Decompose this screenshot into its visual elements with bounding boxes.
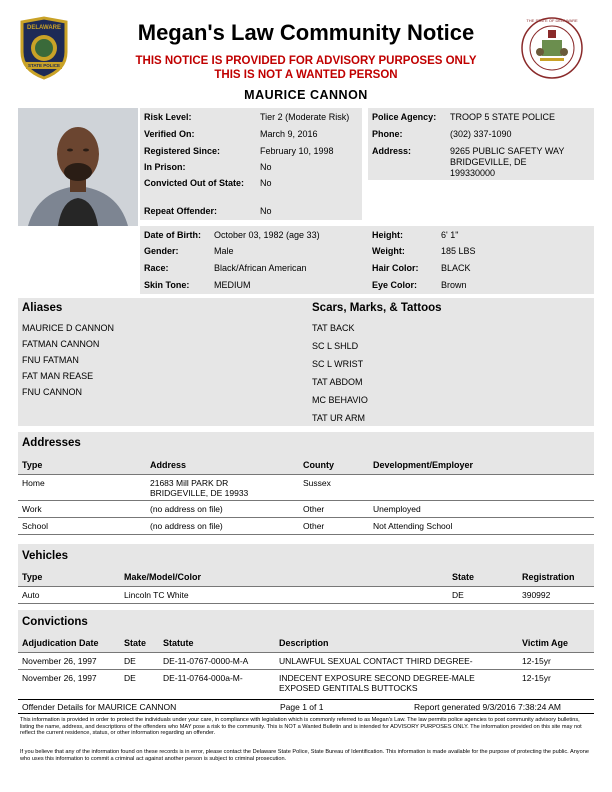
- convictions-col-statute: Statute: [163, 638, 194, 648]
- addresses-col-county: County: [303, 460, 334, 470]
- physical-value: MEDIUM: [214, 280, 251, 290]
- vehicle-model: Lincoln TC White: [124, 590, 189, 600]
- row-divider: [18, 517, 594, 518]
- address-line1: (no address on file): [150, 521, 223, 531]
- vehicle-state: DE: [452, 590, 464, 600]
- row-divider: [18, 534, 594, 535]
- footer-page-number: Page 1 of 1: [280, 702, 324, 712]
- scar-item: TAT ABDOM: [312, 377, 363, 387]
- scar-item: MC BEHAVIO: [312, 395, 368, 405]
- vehicles-col-model: Make/Model/Color: [124, 572, 202, 582]
- physical-value: 185 LBS: [441, 246, 476, 256]
- conviction-statute: DE-11-0764-000a-M-: [163, 673, 243, 683]
- convictions-col-state: State: [124, 638, 147, 648]
- agency-address-line1: 9265 PUBLIC SAFETY WAY: [450, 146, 565, 156]
- seal-text: THE STATE OF DELAWARE: [526, 18, 578, 23]
- phone-value: (302) 337-1090: [450, 129, 512, 139]
- physical-label: Eye Color:: [372, 280, 418, 290]
- scar-item: TAT BACK: [312, 323, 355, 333]
- conviction-date: November 26, 1997: [22, 673, 97, 683]
- profile-label: Verified On:: [144, 129, 195, 139]
- footer-disclaimer-2: If you believe that any of the information found on these records is in error, please contact the Delaware State Police, State Bureau of Identification. This information is made available for the purpose of protecting the public. Anyone who uses this information to commit a criminal act against another person is subject to criminal prosecution.: [20, 749, 589, 762]
- profile-label: Registered Since:: [144, 146, 221, 156]
- vehicle-type: Auto: [22, 590, 40, 600]
- conviction-description: INDECENT EXPOSURE SECOND DEGREE-MALE: [279, 673, 475, 683]
- alias-item: FATMAN CANNON: [22, 339, 100, 349]
- divider: [18, 474, 594, 475]
- physical-label: Date of Birth:: [144, 230, 201, 240]
- vehicle-registration: 390992: [522, 590, 551, 600]
- addresses-col-address: Address: [150, 460, 187, 470]
- profile-label: In Prison:: [144, 162, 186, 172]
- physical-value: Black/African American: [214, 263, 307, 273]
- conviction-statute: DE-11-0767-0000-M-A: [163, 656, 249, 666]
- advisory-warning: THIS NOTICE IS PROVIDED FOR ADVISORY PURPOSES ONLY: [135, 55, 477, 67]
- agency-address-label: Address:: [372, 146, 412, 156]
- address-county: Other: [303, 504, 325, 514]
- alias-item: FNU FATMAN: [22, 355, 79, 365]
- vehicles-col-state: State: [452, 572, 475, 582]
- conviction-description: UNLAWFUL SEXUAL CONTACT THIRD DEGREE-: [279, 656, 473, 666]
- scar-item: SC L WRIST: [312, 359, 364, 369]
- not-wanted-warning: THIS IS NOT A WANTED PERSON: [214, 69, 398, 81]
- agency-label: Police Agency:: [372, 112, 437, 122]
- footer-divider: [18, 713, 594, 714]
- offender-photo: [18, 108, 138, 226]
- alias-item: MAURICE D CANNON: [22, 323, 115, 333]
- row-divider: [18, 603, 594, 604]
- address-type: Work: [22, 504, 42, 514]
- badge-sub: STATE POLICE: [27, 63, 61, 68]
- profile-label: Convicted Out of State:: [144, 178, 245, 188]
- physical-label: Skin Tone:: [144, 280, 190, 290]
- profile-label: Repeat Offender:: [144, 206, 218, 216]
- alias-item: FAT MAN REASE: [22, 371, 94, 381]
- physical-value: October 03, 1982 (age 33): [214, 230, 320, 240]
- physical-label: Height:: [372, 230, 403, 240]
- conviction-date: November 26, 1997: [22, 656, 97, 666]
- badge-text: DELAWARE: [26, 25, 61, 31]
- profile-value: February 10, 1998: [260, 146, 334, 156]
- scar-item: SC L SHLD: [312, 341, 359, 351]
- address-employer: Not Attending School: [373, 521, 453, 531]
- scar-item: TAT UR ARM: [312, 413, 366, 423]
- profile-value: No: [260, 178, 272, 188]
- footer-disclaimer-1: This information is provided in order to protect the individuals under your care, in compliance with legislation which is commonly referred to as Megan's Law. The law permits police agencies to post community advisory bulletins, listing the name, address, and descriptions of the offenders who MAY pose a risk to the community. This is NOT a Wanted Bulletin and is intended for ADVISORY PURPOSES ONLY. The information provided on this site may not reflect the current residence, status, or other information regarding an offender.: [20, 717, 582, 737]
- physical-label: Gender:: [144, 246, 179, 256]
- address-employer: Unemployed: [373, 504, 421, 514]
- conviction-description-cont: EXPOSED GENTITALS BUTTOCKS: [279, 683, 418, 693]
- address-county: Other: [303, 521, 325, 531]
- footer-report-generated: Report generated 9/3/2016 7:38:24 AM: [414, 702, 561, 712]
- convictions-col-victim-age: Victim Age: [522, 638, 569, 648]
- addresses-col-employer: Development/Employer: [373, 460, 474, 470]
- divider: [18, 586, 594, 587]
- address-line1: 21683 Mill PARK DR: [150, 478, 229, 488]
- profile-label: Risk Level:: [144, 112, 192, 122]
- addresses-title: Addresses: [22, 437, 81, 449]
- agency-address-line2: BRIDGEVILLE, DE: [450, 157, 527, 167]
- aliases-title: Aliases: [22, 302, 63, 314]
- physical-value: Brown: [441, 280, 467, 290]
- address-type: School: [22, 521, 48, 531]
- profile-value: March 9, 2016: [260, 129, 318, 139]
- footer-offender-details: Offender Details for MAURICE CANNON: [22, 702, 177, 712]
- physical-value: BLACK: [441, 263, 471, 273]
- offender-name: MAURICE CANNON: [244, 88, 368, 102]
- conviction-victim-age: 12-15yr: [522, 673, 551, 683]
- address-line2: BRIDGEVILLE, DE 19933: [150, 488, 249, 498]
- phone-label: Phone:: [372, 129, 403, 139]
- conviction-state: DE: [124, 656, 136, 666]
- vehicles-title: Vehicles: [22, 550, 69, 562]
- scars-title: Scars, Marks, & Tattoos: [312, 302, 442, 314]
- physical-panel: [140, 226, 594, 294]
- address-line1: (no address on file): [150, 504, 223, 514]
- divider: [18, 652, 594, 653]
- agency-address-line3: 199330000: [450, 168, 496, 178]
- convictions-col-description: Description: [279, 638, 329, 648]
- row-divider: [18, 669, 594, 670]
- conviction-state: DE: [124, 673, 136, 683]
- conviction-victim-age: 12-15yr: [522, 656, 551, 666]
- addresses-col-type: Type: [22, 460, 43, 470]
- address-type: Home: [22, 478, 45, 488]
- physical-value: 6' 1": [441, 230, 459, 240]
- physical-value: Male: [214, 246, 234, 256]
- convictions-col-date: Adjudication Date: [22, 638, 99, 648]
- page-title: Megan's Law Community Notice: [137, 20, 475, 45]
- address-county: Sussex: [303, 478, 331, 488]
- agency-value: TROOP 5 STATE POLICE: [450, 112, 556, 122]
- physical-label: Weight:: [372, 246, 405, 256]
- vehicles-col-registration: Registration: [522, 572, 575, 582]
- vehicles-col-type: Type: [22, 572, 43, 582]
- convictions-title: Convictions: [22, 616, 88, 628]
- profile-value: No: [260, 162, 272, 172]
- profile-value: Tier 2 (Moderate Risk): [260, 112, 350, 122]
- physical-label: Hair Color:: [372, 263, 419, 273]
- profile-value: No: [260, 206, 272, 216]
- aliases-scars-panel: [18, 298, 594, 426]
- row-divider: [18, 500, 594, 501]
- vehicles-header-panel: [18, 544, 594, 586]
- footer-divider: [18, 699, 594, 700]
- alias-item: FNU CANNON: [22, 387, 82, 397]
- physical-label: Race:: [144, 263, 169, 273]
